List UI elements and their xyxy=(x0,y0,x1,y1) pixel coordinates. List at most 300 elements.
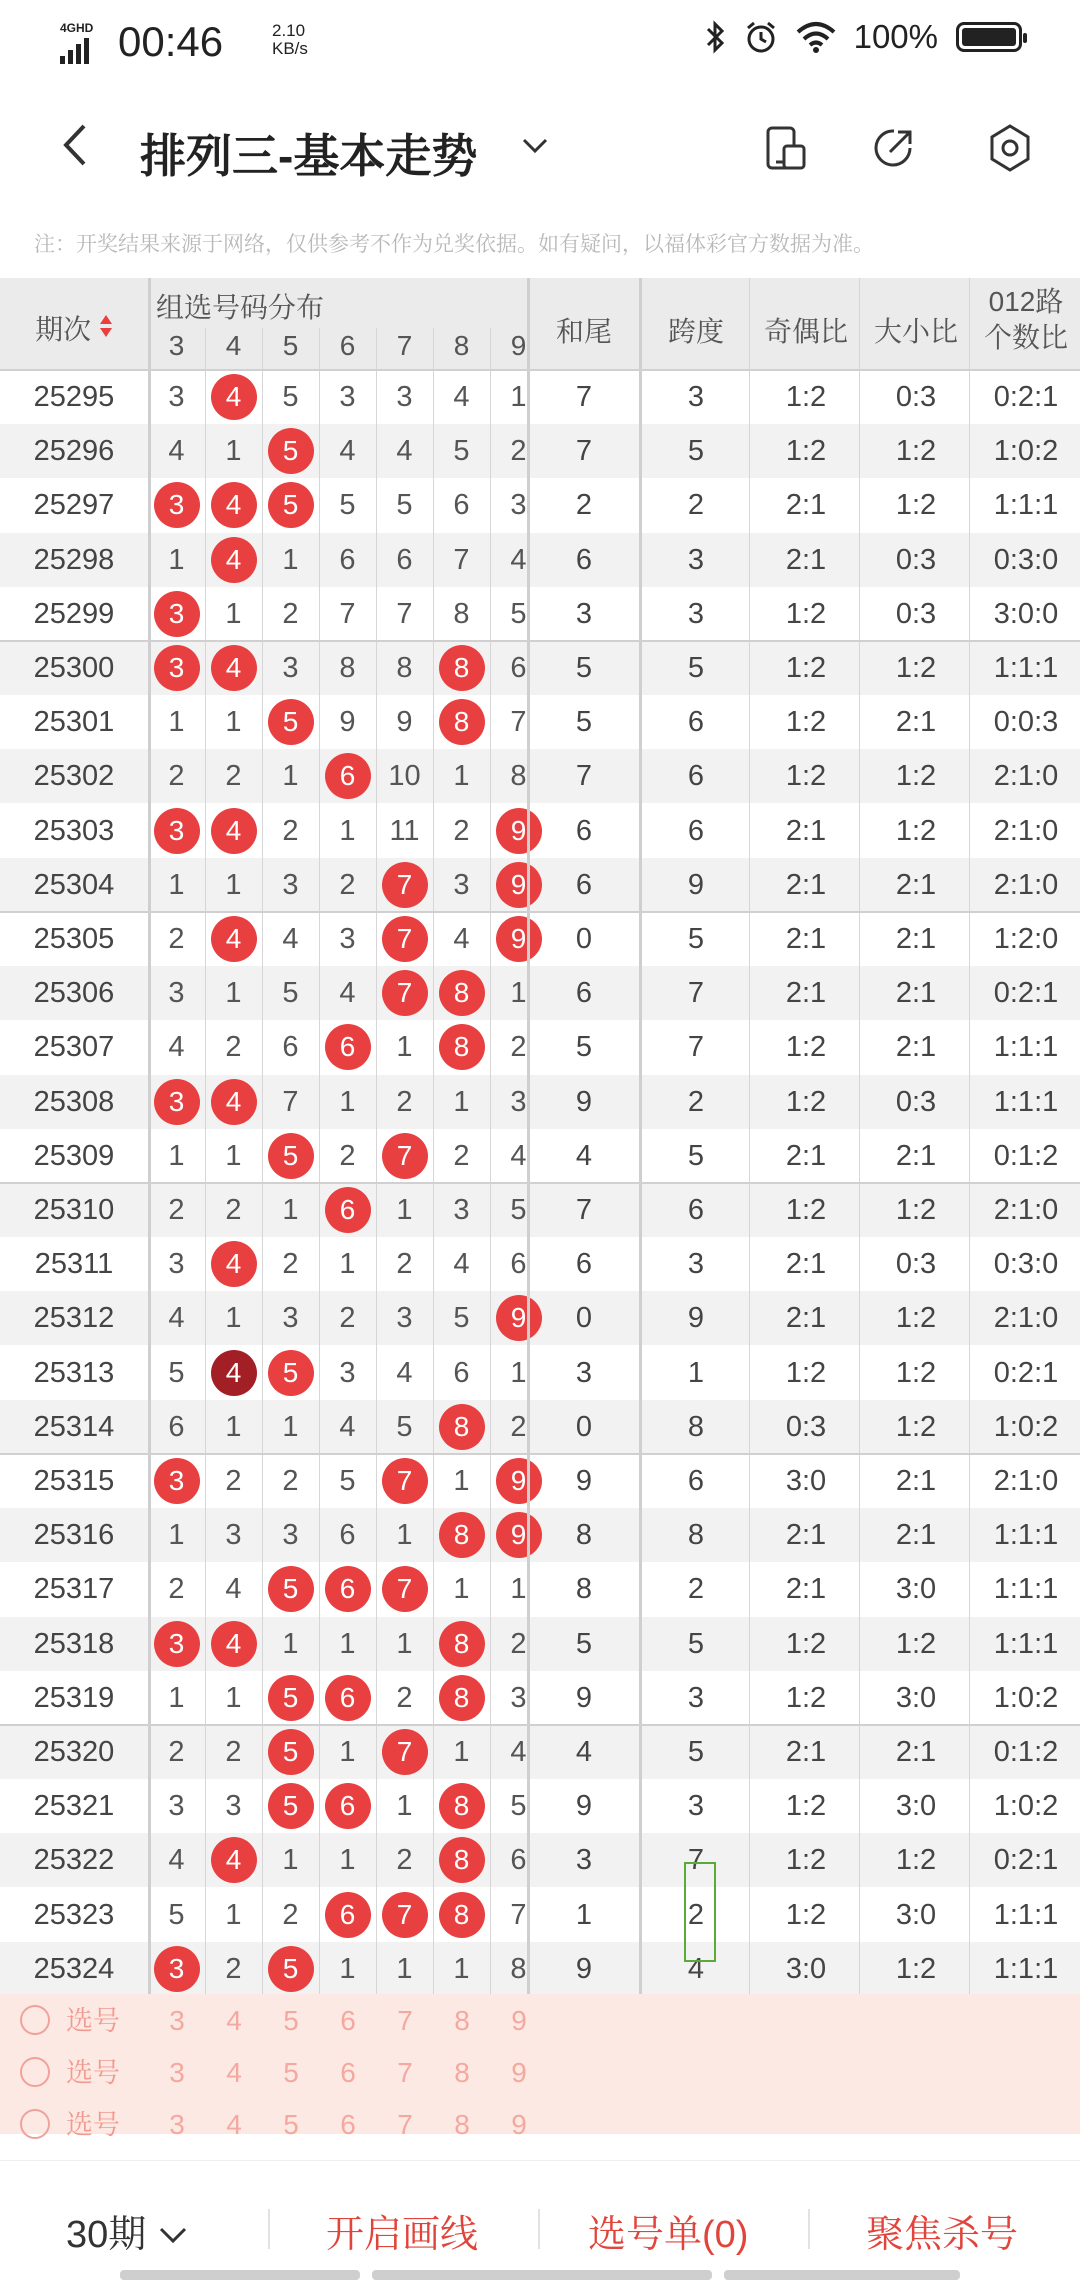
sum-tail-header: 和尾 xyxy=(555,316,612,347)
miss-count-cell: 1 xyxy=(453,760,470,793)
sum-tail-cell: 3 xyxy=(575,1356,593,1389)
miss-count-cell: 1 xyxy=(225,597,242,630)
big-small-cell: 0:3 xyxy=(895,381,937,413)
digit-divider xyxy=(490,328,491,1996)
odd-even-cell: 1:2 xyxy=(785,1085,827,1118)
hit-ball: 3 xyxy=(154,808,200,854)
span-cell: 3 xyxy=(687,1790,705,1823)
route-ratio-cell: 1:0:2 xyxy=(993,1790,1059,1823)
big-small-cell: 1:2 xyxy=(895,435,937,468)
miss-count-cell: 2 xyxy=(453,814,470,847)
table-row[interactable] xyxy=(0,1562,1080,1616)
select-radio[interactable] xyxy=(20,2109,50,2139)
hit-ball: 7 xyxy=(382,1133,428,1179)
route-ratio-cell: 0:2:1 xyxy=(993,381,1059,413)
status-icons xyxy=(704,18,1022,56)
miss-count-cell: 10 xyxy=(388,760,421,793)
miss-count-cell: 2 xyxy=(168,923,185,955)
span-cell: 5 xyxy=(687,923,705,955)
select-number[interactable]: 8 xyxy=(454,2005,470,2036)
sum-tail-cell: 0 xyxy=(575,1302,593,1335)
column-divider xyxy=(749,278,750,1996)
route-ratio-cell: 0:2:1 xyxy=(993,1356,1059,1389)
hit-ball: 8 xyxy=(439,1024,485,1070)
miss-count-cell: 8 xyxy=(339,652,356,684)
miss-count-cell: 1 xyxy=(225,706,242,739)
select-number[interactable]: 3 xyxy=(169,2057,185,2088)
miss-count-cell: 1 xyxy=(168,1681,185,1714)
period-cell: 25311 xyxy=(34,1248,114,1281)
miss-count-cell: 1 xyxy=(453,1465,470,1497)
period-cell: 25315 xyxy=(33,1465,115,1497)
table-row[interactable] xyxy=(0,1075,1080,1129)
hit-ball: 6 xyxy=(325,1566,371,1612)
miss-count-cell: 4 xyxy=(168,435,185,468)
miss-count-cell: 6 xyxy=(396,543,413,576)
route-ratio-cell: 1:0:2 xyxy=(993,1681,1059,1714)
odd-even-cell: 1:2 xyxy=(785,381,827,413)
big-small-cell: 2:1 xyxy=(895,1736,937,1768)
miss-count-cell: 6 xyxy=(510,652,527,684)
route-ratio-cell: 2:1:0 xyxy=(993,814,1059,847)
miss-count-cell: 5 xyxy=(339,1465,356,1497)
period-cell: 25310 xyxy=(33,1194,115,1226)
table-row[interactable] xyxy=(0,1942,1080,1996)
miss-count-cell: 1 xyxy=(339,1085,356,1118)
miss-count-cell: 2 xyxy=(396,1844,413,1877)
hit-cell xyxy=(319,1779,376,1833)
big-small-cell: 1:2 xyxy=(895,1844,937,1877)
sum-tail-cell: 9 xyxy=(575,1790,593,1823)
table-row[interactable] xyxy=(0,1779,1080,1833)
miss-count-cell: 4 xyxy=(168,1302,185,1335)
miss-count-cell: 6 xyxy=(510,1248,527,1281)
big-small-cell: 2:1 xyxy=(895,868,937,901)
select-number[interactable]: 9 xyxy=(511,2005,527,2036)
draw-lines-button[interactable]: 开启画线 xyxy=(326,2214,479,2256)
hit-ball: 8 xyxy=(439,1837,485,1883)
hit-ball: 4 xyxy=(211,537,257,583)
select-row xyxy=(0,2098,1080,2152)
span-cell: 2 xyxy=(687,1085,705,1118)
sum-tail-cell: 9 xyxy=(575,1952,593,1985)
miss-count-cell: 1 xyxy=(510,1356,527,1389)
hit-cell xyxy=(205,1833,262,1887)
miss-count-cell: 4 xyxy=(453,923,470,955)
hit-cell xyxy=(148,1075,205,1129)
divider xyxy=(538,2209,540,2249)
miss-count-cell: 1 xyxy=(168,543,185,576)
table-row[interactable] xyxy=(0,1454,1080,1508)
disclaimer-notice: 注：开奖结果来源于网络，仅供参考不作为兑奖依据。如有疑问，以福体彩官方数据为准。 xyxy=(34,233,874,256)
table-row[interactable] xyxy=(0,912,1080,966)
miss-count-cell: 9 xyxy=(339,706,356,739)
miss-count-cell: 5 xyxy=(168,1898,185,1931)
odd-even-cell: 1:2 xyxy=(785,760,827,793)
hit-cell xyxy=(148,587,205,641)
hit-cell xyxy=(262,478,319,532)
route-ratio-cell: 2:1:0 xyxy=(993,760,1059,793)
miss-count-cell: 1 xyxy=(282,1194,299,1226)
hit-cell xyxy=(376,1888,433,1942)
miss-count-cell: 1 xyxy=(225,1898,242,1931)
select-number[interactable]: 5 xyxy=(283,2057,299,2088)
sum-tail-cell: 9 xyxy=(575,1681,593,1714)
chevron-down-icon xyxy=(157,2223,189,2247)
miss-count-cell: 1 xyxy=(225,977,242,1010)
hit-ball: 7 xyxy=(382,1892,428,1938)
miss-count-cell: 1 xyxy=(282,1627,299,1660)
odd-even-cell: 1:2 xyxy=(785,652,827,684)
miss-count-cell: 1 xyxy=(453,1952,470,1985)
sum-tail-cell: 4 xyxy=(575,1736,593,1768)
period-cell: 25317 xyxy=(33,1573,115,1606)
hit-ball: 9 xyxy=(496,862,542,908)
miss-count-cell: 2 xyxy=(225,1031,242,1064)
span-cell: 3 xyxy=(687,543,705,576)
miss-count-cell: 2 xyxy=(168,760,185,793)
miss-count-cell: 2 xyxy=(225,760,242,793)
odd-even-cell: 2:1 xyxy=(785,977,827,1010)
select-number[interactable]: 7 xyxy=(397,2005,413,2036)
hit-cell xyxy=(433,1020,490,1074)
hit-ball: 9 xyxy=(496,1512,542,1558)
hit-ball: 5 xyxy=(268,1729,314,1775)
span-cell: 1 xyxy=(687,1356,705,1389)
period-cell: 25298 xyxy=(33,543,115,576)
hit-cell xyxy=(319,1183,376,1237)
digit-header: 4 xyxy=(225,330,242,361)
route-ratio-cell: 1:1:1 xyxy=(993,489,1059,522)
period-cell: 25307 xyxy=(33,1031,115,1064)
miss-count-cell: 1 xyxy=(168,868,185,901)
period-cell: 25313 xyxy=(33,1356,115,1389)
table-row[interactable] xyxy=(0,478,1080,532)
sum-tail-cell: 6 xyxy=(575,977,593,1010)
miss-count-cell: 3 xyxy=(453,1194,470,1226)
big-small-cell: 2:1 xyxy=(895,1139,937,1172)
hit-cell xyxy=(205,533,262,587)
period-select[interactable] xyxy=(66,2203,189,2258)
table-row[interactable] xyxy=(0,804,1080,858)
miss-count-cell: 4 xyxy=(510,1736,527,1768)
select-number[interactable]: 4 xyxy=(226,2005,242,2036)
digit-header: 6 xyxy=(339,330,356,361)
table-row[interactable] xyxy=(0,1671,1080,1725)
sum-tail-cell: 7 xyxy=(575,435,593,468)
odd-even-cell: 1:2 xyxy=(785,1627,827,1660)
span-cell: 5 xyxy=(687,1627,705,1660)
hit-ball: 4 xyxy=(211,1837,257,1883)
hit-ball: 8 xyxy=(439,699,485,745)
select-radio[interactable] xyxy=(20,2057,50,2087)
hit-cell xyxy=(148,641,205,695)
select-row xyxy=(0,1994,1080,2048)
miss-count-cell: 2 xyxy=(510,1410,527,1443)
select-number[interactable]: 4 xyxy=(226,2057,242,2088)
select-number[interactable]: 8 xyxy=(454,2109,470,2140)
select-number[interactable]: 6 xyxy=(340,2057,356,2088)
table-row[interactable] xyxy=(0,858,1080,912)
hit-cell xyxy=(376,1454,433,1508)
miss-count-cell: 1 xyxy=(453,1736,470,1768)
back-arrow-icon[interactable] xyxy=(52,120,102,170)
period-cell: 25300 xyxy=(33,652,115,684)
span-cell: 3 xyxy=(687,1681,705,1714)
select-number[interactable]: 6 xyxy=(340,2109,356,2140)
odd-even-cell: 2:1 xyxy=(785,1248,827,1281)
route-ratio-cell: 1:1:1 xyxy=(993,652,1059,684)
digit-header: 5 xyxy=(282,330,299,361)
miss-count-cell: 5 xyxy=(453,1302,470,1335)
sum-tail-cell: 2 xyxy=(575,489,593,522)
table-row[interactable] xyxy=(0,1508,1080,1562)
miss-count-cell: 5 xyxy=(282,977,299,1010)
miss-count-cell: 1 xyxy=(282,1410,299,1443)
miss-count-cell: 2 xyxy=(225,1952,242,1985)
page-title[interactable]: 排列三-基本走势 xyxy=(140,130,478,182)
hit-ball: 9 xyxy=(496,808,542,854)
hit-cell xyxy=(262,1671,319,1725)
miss-count-cell: 4 xyxy=(453,1248,470,1281)
hit-cell xyxy=(148,804,205,858)
miss-count-cell: 4 xyxy=(339,977,356,1010)
period-cell: 25305 xyxy=(33,923,115,955)
miss-count-cell: 5 xyxy=(510,1790,527,1823)
big-small-cell: 1:2 xyxy=(895,760,937,793)
hit-ball: 4 xyxy=(211,1350,257,1396)
hit-ball: 6 xyxy=(325,1675,371,1721)
select-number[interactable]: 6 xyxy=(340,2005,356,2036)
signal-icon xyxy=(60,22,93,64)
miss-count-cell: 5 xyxy=(396,1410,413,1443)
select-radio[interactable] xyxy=(20,2005,50,2035)
big-small-cell: 2:1 xyxy=(895,1465,937,1497)
miss-count-cell: 6 xyxy=(339,1519,356,1552)
hit-cell xyxy=(148,478,205,532)
share-icon[interactable] xyxy=(868,122,920,174)
route-ratio-cell: 1:1:1 xyxy=(993,1573,1059,1606)
select-number[interactable]: 9 xyxy=(511,2109,527,2140)
column-divider xyxy=(639,278,642,1996)
hit-ball: 3 xyxy=(154,645,200,691)
hit-ball: 3 xyxy=(154,482,200,528)
miss-count-cell: 7 xyxy=(396,597,413,630)
hit-ball: 5 xyxy=(268,1783,314,1829)
hit-ball: 8 xyxy=(439,1675,485,1721)
table-row[interactable] xyxy=(0,1617,1080,1671)
divider xyxy=(268,2209,270,2249)
table-row[interactable] xyxy=(0,641,1080,695)
group-separator xyxy=(0,911,1080,913)
table-row[interactable] xyxy=(0,1129,1080,1183)
select-number[interactable]: 8 xyxy=(454,2057,470,2088)
route-ratio-cell: 0:0:3 xyxy=(993,706,1059,739)
hit-ball: 9 xyxy=(496,1295,542,1341)
miss-count-cell: 6 xyxy=(510,1844,527,1877)
table-row[interactable] xyxy=(0,1183,1080,1237)
period-cell: 25302 xyxy=(33,760,115,793)
settings-icon[interactable] xyxy=(984,122,1036,174)
odd-even-cell: 1:2 xyxy=(785,597,827,630)
table-row[interactable] xyxy=(0,1888,1080,1942)
hit-ball: 6 xyxy=(325,1024,371,1070)
period-cell: 25316 xyxy=(33,1519,115,1552)
select-number[interactable]: 7 xyxy=(397,2057,413,2088)
table-row[interactable] xyxy=(0,695,1080,749)
miss-count-cell: 3 xyxy=(168,1248,185,1281)
table-row[interactable] xyxy=(0,1346,1080,1400)
hit-cell xyxy=(262,1562,319,1616)
table-row[interactable] xyxy=(0,966,1080,1020)
hit-cell xyxy=(148,1942,205,1996)
odd-even-cell: 1:2 xyxy=(785,1031,827,1064)
chevron-down-icon[interactable] xyxy=(520,130,550,160)
bottom-toolbar xyxy=(0,2160,1080,2281)
hit-ball: 4 xyxy=(211,482,257,528)
table-row[interactable] xyxy=(0,533,1080,587)
miss-count-cell: 1 xyxy=(225,1681,242,1714)
odd-even-cell: 1:2 xyxy=(785,435,827,468)
odd-even-cell: 0:3 xyxy=(785,1410,827,1443)
sum-tail-cell: 6 xyxy=(575,1248,593,1281)
big-small-cell: 2:1 xyxy=(895,977,937,1010)
hit-ball: 7 xyxy=(382,862,428,908)
select-number[interactable]: 4 xyxy=(226,2109,242,2140)
table-row[interactable] xyxy=(0,587,1080,641)
table-row[interactable] xyxy=(0,1725,1080,1779)
period-header[interactable] xyxy=(0,308,148,348)
miss-count-cell: 4 xyxy=(396,1356,413,1389)
sum-tail-cell: 6 xyxy=(575,543,593,576)
table-row[interactable] xyxy=(0,749,1080,803)
route-ratio-cell: 0:3:0 xyxy=(993,543,1059,576)
select-number[interactable]: 9 xyxy=(511,2057,527,2088)
hit-cell xyxy=(148,1617,205,1671)
hit-ball: 9 xyxy=(496,1458,542,1504)
miss-count-cell: 2 xyxy=(225,1465,242,1497)
hit-cell xyxy=(262,1942,319,1996)
span-header: 跨度 xyxy=(667,316,724,347)
hit-ball: 7 xyxy=(382,1566,428,1612)
sum-tail-cell: 3 xyxy=(575,597,593,630)
hit-ball: 3 xyxy=(154,1079,200,1125)
miss-count-cell: 1 xyxy=(282,760,299,793)
span-cell: 6 xyxy=(687,706,705,739)
focus-kill-button[interactable]: 聚焦杀号 xyxy=(866,2214,1019,2256)
period-cell: 25306 xyxy=(33,977,115,1010)
hit-ball: 8 xyxy=(439,1512,485,1558)
span-cell: 4 xyxy=(687,1952,705,1985)
table-row[interactable] xyxy=(0,1020,1080,1074)
miss-count-cell: 4 xyxy=(282,923,299,955)
group-separator xyxy=(0,640,1080,642)
hit-ball: 3 xyxy=(154,1621,200,1667)
hit-ball: 4 xyxy=(211,1621,257,1667)
table-row[interactable] xyxy=(0,1833,1080,1887)
table-row[interactable] xyxy=(0,1400,1080,1454)
miss-count-cell: 4 xyxy=(339,1410,356,1443)
hit-cell xyxy=(262,1779,319,1833)
period-cell: 25299 xyxy=(33,597,115,630)
miss-count-cell: 3 xyxy=(225,1790,242,1823)
span-cell: 2 xyxy=(687,1898,705,1931)
big-small-cell: 2:1 xyxy=(895,706,937,739)
miss-count-cell: 2 xyxy=(510,1627,527,1660)
sum-tail-cell: 7 xyxy=(575,760,593,793)
miss-count-cell: 1 xyxy=(168,1519,185,1552)
digit-header: 7 xyxy=(396,330,413,361)
miss-count-cell: 3 xyxy=(282,1519,299,1552)
route-ratio-cell: 1:1:1 xyxy=(993,1031,1059,1064)
period-cell: 25321 xyxy=(33,1790,115,1823)
period-cell: 25323 xyxy=(33,1898,115,1931)
miss-count-cell: 3 xyxy=(282,1302,299,1335)
miss-count-cell: 2 xyxy=(396,1085,413,1118)
miss-count-cell: 6 xyxy=(453,489,470,522)
hit-cell xyxy=(433,1508,490,1562)
miss-count-cell: 2 xyxy=(282,814,299,847)
route-header-line1: 012路 xyxy=(988,286,1064,317)
miss-count-cell: 7 xyxy=(453,543,470,576)
span-cell: 7 xyxy=(687,1844,705,1877)
hit-cell xyxy=(376,1562,433,1616)
select-number[interactable]: 3 xyxy=(169,2005,185,2036)
hit-cell xyxy=(433,1833,490,1887)
route-ratio-cell: 1:0:2 xyxy=(993,435,1059,468)
table-row[interactable] xyxy=(0,1291,1080,1345)
route-ratio-cell: 3:0:0 xyxy=(993,597,1059,630)
select-number[interactable]: 5 xyxy=(283,2109,299,2140)
miss-count-cell: 1 xyxy=(339,1844,356,1877)
hit-cell xyxy=(262,424,319,478)
miss-count-cell: 2 xyxy=(339,868,356,901)
route-ratio-cell: 1:1:1 xyxy=(993,1952,1059,1985)
wifi-icon xyxy=(796,21,836,53)
route-ratio-cell: 2:1:0 xyxy=(993,1302,1059,1335)
miss-count-cell: 9 xyxy=(396,706,413,739)
table-row[interactable] xyxy=(0,424,1080,478)
hit-cell xyxy=(433,966,490,1020)
layout-toggle-icon[interactable] xyxy=(760,122,812,174)
miss-count-cell: 4 xyxy=(453,381,470,413)
period-cell: 25301 xyxy=(33,706,115,739)
sum-tail-cell: 0 xyxy=(575,923,593,955)
span-cell: 8 xyxy=(687,1519,705,1552)
hit-ball: 5 xyxy=(268,1133,314,1179)
select-number[interactable]: 5 xyxy=(283,2005,299,2036)
select-number[interactable]: 7 xyxy=(397,2109,413,2140)
sum-tail-cell: 6 xyxy=(575,814,593,847)
period-cell: 25320 xyxy=(33,1736,115,1768)
select-number[interactable]: 3 xyxy=(169,2109,185,2140)
pick-list-button[interactable]: 选号单(0) xyxy=(588,2214,749,2256)
miss-count-cell: 2 xyxy=(168,1573,185,1606)
miss-count-cell: 4 xyxy=(396,435,413,468)
hit-ball: 6 xyxy=(325,1783,371,1829)
hit-ball: 3 xyxy=(154,1458,200,1504)
span-cell: 6 xyxy=(687,1194,705,1226)
span-cell: 3 xyxy=(687,1248,705,1281)
table-row[interactable] xyxy=(0,370,1080,424)
big-small-cell: 1:2 xyxy=(895,1410,937,1443)
sum-tail-cell: 3 xyxy=(575,1844,593,1877)
miss-count-cell: 2 xyxy=(168,1194,185,1226)
miss-count-cell: 1 xyxy=(453,1085,470,1118)
miss-count-cell: 2 xyxy=(510,435,527,468)
table-row[interactable] xyxy=(0,1237,1080,1291)
miss-count-cell: 1 xyxy=(396,1952,413,1985)
